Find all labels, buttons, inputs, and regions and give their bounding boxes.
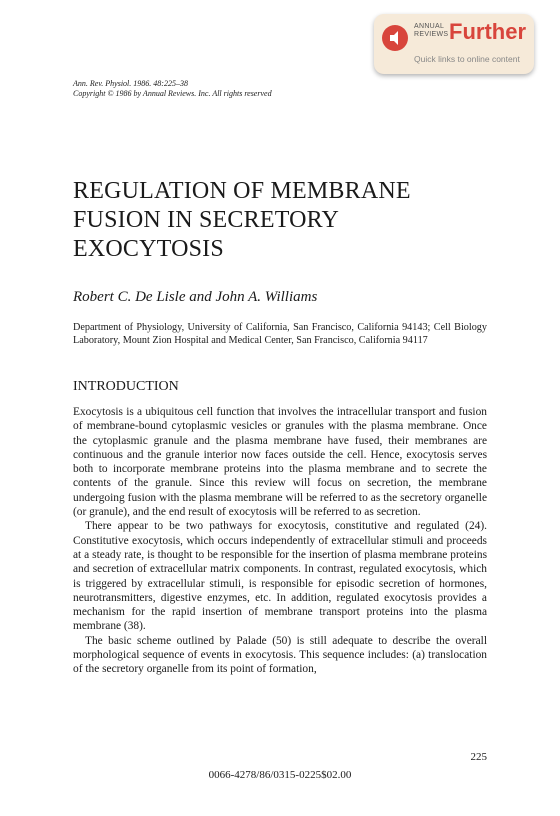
copyright-line: Copyright © 1986 by Annual Reviews. Inc. All rights reserved	[73, 89, 272, 98]
speaker-icon	[382, 25, 408, 51]
paragraph: Exocytosis is a ubiquitous cell function that involves the intracellular transport and fusion of membrane-bound cytoplasmic vesicles or granules with the plasma membrane. Once the cytoplasmic granule and the plasma membrane have fused, their membranes are continuous and the granule interior now faces outside the cell. Hence, exocytosis serves both to incorporate membrane proteins into the plasma membrane and to secrete the contents of the granule. Since this review will focus on secretion, the membrane undergoing fusion with the plasma membrane will be referred to as the secretory organelle (or granule), and the end result of exocytosis will be referred to as secretion.	[73, 406, 487, 519]
paragraph: The basic scheme outlined by Palade (50) is still adequate to describe the overall morphological sequence of events in exocytosis. This sequence includes: (a) translocation of the secretory organelle from its point of formation,	[73, 634, 487, 676]
affiliation: Department of Physiology, University of California, San Francisco, California 94143; Cell Biology Laboratory, Mount Zion Hospital and Medical Center, San Francisco, California 94117	[73, 322, 487, 346]
authors: Robert C. De Lisle and John A. Williams	[73, 289, 318, 305]
paragraph: There appear to be two pathways for exocytosis, constitutive and regulated (24). Constitutive exocytosis, which occurs independently of extracellular stimuli and proceeds at a steady rate, is thought to be responsible for the insertion of plasma membrane proteins and secretion of extracellular matrix components. In contrast, regulated exocytosis, which is triggered by extracellular stimuli, is responsible for episodic secretion of hormones, neurotransmitters, digestive enzymes, etc. In addition, regulated exocytosis provides a mechanism for the rapid insertion of membrane transport proteins into the plasma membrane (38).	[73, 520, 487, 633]
journal-citation	[73, 79, 272, 99]
journal-line: Ann. Rev. Physiol. 1986. 48:225–38	[73, 79, 188, 88]
page-number: 225	[470, 751, 487, 763]
badge-further-label: Further	[449, 19, 526, 44]
further-badge[interactable]	[374, 14, 534, 74]
footer-code: 0066-4278/86/0315-0225$02.00	[208, 769, 352, 781]
body-text	[73, 405, 487, 677]
badge-annual-reviews: ANNUAL REVIEWS	[414, 23, 449, 38]
article-title: REGULATION OF MEMBRANE FUSION IN SECRETORY EXOCYTOSIS	[73, 178, 411, 262]
section-heading: INTRODUCTION	[73, 379, 179, 394]
badge-subtitle: Quick links to online content	[414, 54, 520, 64]
